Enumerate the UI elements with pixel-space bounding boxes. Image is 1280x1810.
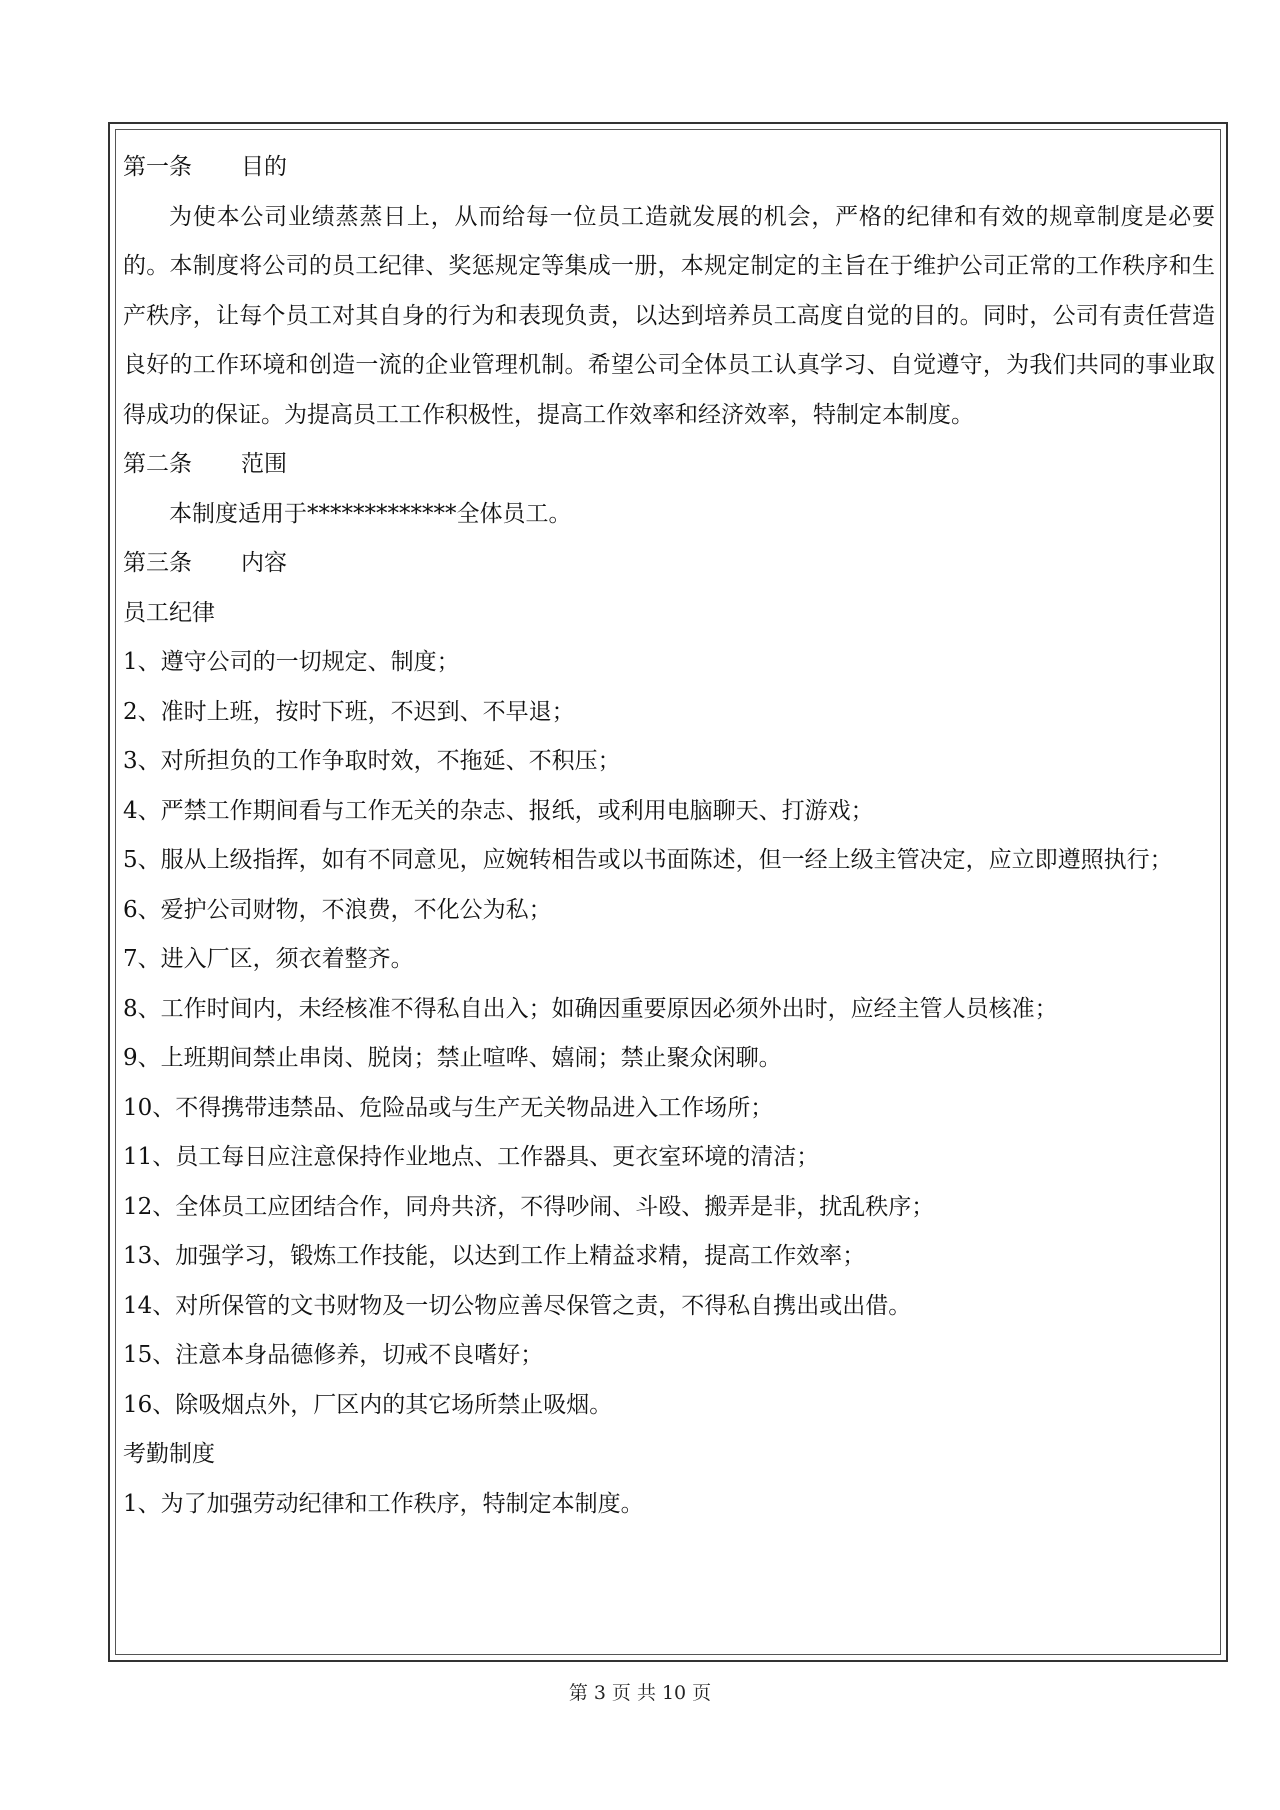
discipline-item-7: 7、进入厂区，须衣着整齐。	[123, 946, 414, 972]
discipline-item-2: 2、准时上班，按时下班，不迟到、不早退；	[123, 698, 575, 725]
footer-suffix: 页	[692, 1682, 712, 1704]
discipline-item-8: 8、工作时间内，未经核准不得私自出入；如确因重要原因必须外出时，应经主管人员核准；	[123, 995, 1058, 1022]
article-3-title: 内容	[241, 550, 287, 576]
article-1-heading	[123, 143, 1215, 193]
discipline-item-14: 14、对所保管的文书财物及一切公物应善尽保管之责，不得私自携出或出借。	[123, 1292, 912, 1319]
footer-page-number: 3	[593, 1682, 606, 1704]
discipline-item-12: 12、全体员工应团结合作，同舟共济，不得吵闹、斗殴、搬弄是非，扰乱秩序；	[123, 1193, 935, 1220]
article-1-body: 为使本公司业绩蒸蒸日上，从而给每一位员工造就发展的机会，严格的纪律和有效的规章制度是必要的。本制度将公司的员工纪律、奖惩规定等集成一册，本规定制定的主旨在于维护公司正常的工作秩序和生产秩序，让每个员工对其自身的行为和表现负责，以达到培养员工高度自觉的目的。同时，公司有责任营造良好的工作环境和创造一流的企业管理机制。希望公司全体员工认真学习、自觉遵守，为我们共同的事业取得成功的保证。为提高员工工作积极性，提高工作效率和经济效率，特制定本制度。	[123, 203, 1215, 428]
article-2-label: 第二条	[123, 451, 192, 477]
document-frame	[108, 122, 1228, 1662]
discipline-item-10: 10、不得携带违禁品、危险品或与生产无关物品进入工作场所；	[123, 1094, 774, 1121]
discipline-heading: 员工纪律	[123, 599, 215, 626]
discipline-item-15: 15、注意本身品德修养，切戒不良嗜好；	[123, 1342, 544, 1368]
discipline-item-3: 3、对所担负的工作争取时效，不拖延、不积压；	[123, 748, 621, 774]
discipline-item-11: 11、员工每日应注意保持作业地点、工作器具、更衣室环境的清洁；	[123, 1144, 820, 1170]
article-1-title: 目的	[241, 154, 287, 180]
footer-total-pages: 10	[661, 1682, 687, 1704]
discipline-item-5: 5、服从上级指挥，如有不同意见，应婉转相告或以书面陈述，但一经上级主管决定，应立即遵照执行；	[123, 847, 1173, 873]
document-content	[123, 143, 1215, 1529]
discipline-item-13: 13、加强学习，锻炼工作技能，以达到工作上精益求精，提高工作效率；	[123, 1243, 866, 1269]
article-2-body: 本制度适用于*************全体员工。	[169, 500, 572, 527]
page-footer	[0, 1678, 1280, 1705]
discipline-item-9: 9、上班期间禁止串岗、脱岗；禁止喧哗、嬉闹；禁止聚众闲聊。	[123, 1045, 782, 1071]
discipline-item-1: 1、遵守公司的一切规定、制度；	[123, 649, 460, 675]
attendance-heading: 考勤制度	[123, 1441, 215, 1467]
discipline-item-4: 4、严禁工作期间看与工作无关的杂志、报纸，或利用电脑聊天、打游戏；	[123, 797, 874, 824]
article-2-heading	[123, 440, 1215, 490]
footer-middle: 页 共	[611, 1682, 656, 1704]
discipline-item-6: 6、爱护公司财物，不浪费，不化公为私；	[123, 896, 552, 923]
attendance-item-1: 1、为了加强劳动纪律和工作秩序，特制定本制度。	[123, 1490, 644, 1517]
footer-prefix: 第	[568, 1682, 588, 1704]
article-2-title: 范围	[241, 451, 287, 477]
article-3-label: 第三条	[123, 550, 192, 576]
discipline-item-16: 16、除吸烟点外，厂区内的其它场所禁止吸烟。	[123, 1391, 613, 1418]
article-3-heading	[123, 539, 1215, 589]
article-1-label: 第一条	[123, 154, 192, 180]
